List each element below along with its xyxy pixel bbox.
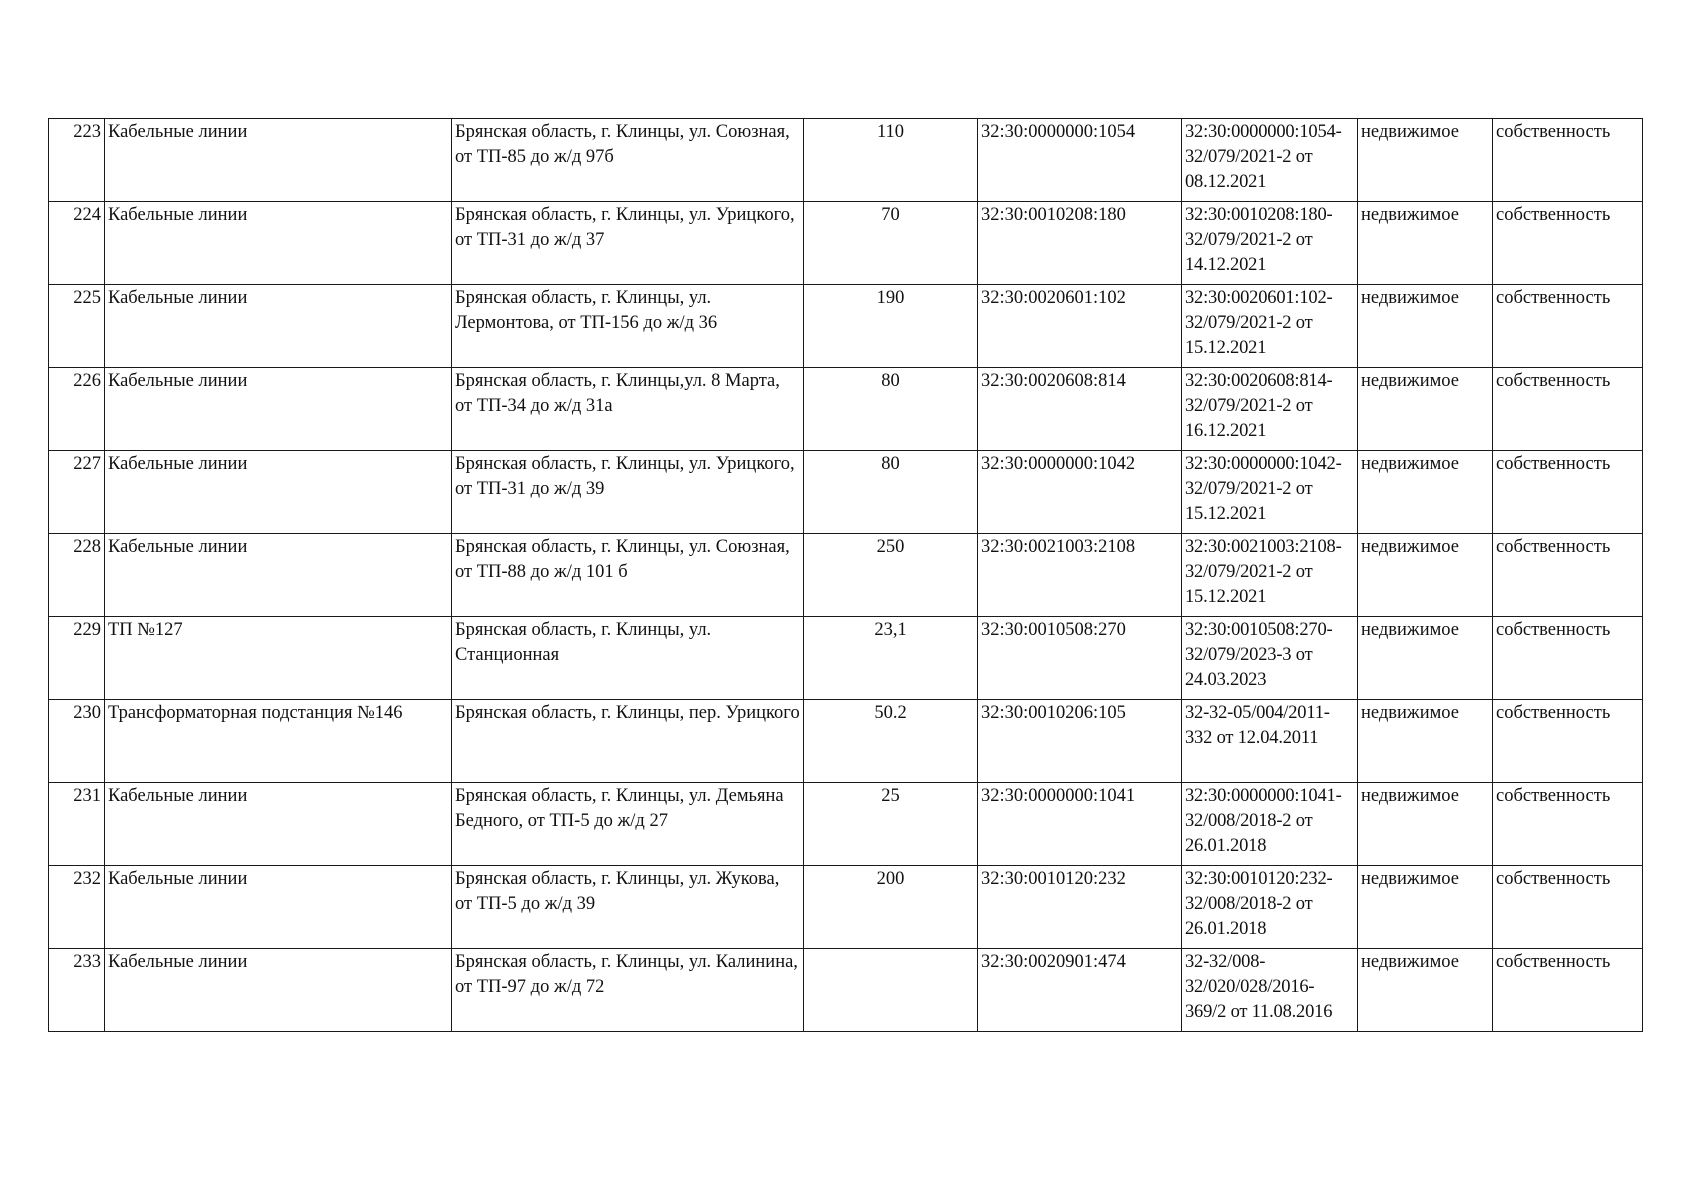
object-name-cell: Кабельные линии <box>105 368 452 451</box>
cadastral-number-cell: 32:30:0010206:105 <box>978 700 1182 783</box>
property-type-cell: недвижимое <box>1358 368 1493 451</box>
right-type-cell: собственность <box>1493 783 1643 866</box>
object-name-cell: Кабельные линии <box>105 783 452 866</box>
property-type-cell: недвижимое <box>1358 866 1493 949</box>
registration-record-cell: 32:30:0000000:1041-32/008/2018-2 от 26.01.2018 <box>1182 783 1358 866</box>
object-length-cell: 200 <box>804 866 978 949</box>
registration-record-cell: 32:30:0020608:814-32/079/2021-2 от 16.12.2021 <box>1182 368 1358 451</box>
cadastral-number-cell: 32:30:0000000:1042 <box>978 451 1182 534</box>
row-number-cell: 233 <box>49 949 105 1032</box>
right-type-cell: собственность <box>1493 119 1643 202</box>
object-address-cell: Брянская область, г. Клинцы, ул. Урицкого, от ТП-31 до ж/д 37 <box>452 202 804 285</box>
object-address-cell: Брянская область, г. Клинцы, ул. Лермонтова, от ТП-156 до ж/д 36 <box>452 285 804 368</box>
cadastral-number-cell: 32:30:0020901:474 <box>978 949 1182 1032</box>
registration-record-cell: 32:30:0000000:1042-32/079/2021-2 от 15.12.2021 <box>1182 451 1358 534</box>
row-number-cell: 228 <box>49 534 105 617</box>
property-type-cell: недвижимое <box>1358 451 1493 534</box>
object-name-cell: ТП №127 <box>105 617 452 700</box>
table-row <box>49 949 1643 1032</box>
object-length-cell: 110 <box>804 119 978 202</box>
right-type-cell: собственность <box>1493 534 1643 617</box>
row-number-cell: 223 <box>49 119 105 202</box>
table-row <box>49 368 1643 451</box>
object-length-cell: 80 <box>804 451 978 534</box>
right-type-cell: собственность <box>1493 866 1643 949</box>
registration-record-cell: 32:30:0010120:232-32/008/2018-2 от 26.01.2018 <box>1182 866 1358 949</box>
object-address-cell: Брянская область, г. Клинцы, ул. Урицкого, от ТП-31 до ж/д 39 <box>452 451 804 534</box>
property-type-cell: недвижимое <box>1358 202 1493 285</box>
cadastral-number-cell: 32:30:0020601:102 <box>978 285 1182 368</box>
registration-record-cell: 32-32-05/004/2011-332 от 12.04.2011 <box>1182 700 1358 783</box>
object-length-cell: 23,1 <box>804 617 978 700</box>
object-name-cell: Кабельные линии <box>105 202 452 285</box>
row-number-cell: 225 <box>49 285 105 368</box>
object-name-cell: Кабельные линии <box>105 285 452 368</box>
object-name-cell: Кабельные линии <box>105 119 452 202</box>
right-type-cell: собственность <box>1493 617 1643 700</box>
registration-record-cell: 32-32/008-32/020/028/2016-369/2 от 11.08.2016 <box>1182 949 1358 1032</box>
registration-record-cell: 32:30:0010208:180-32/079/2021-2 от 14.12.2021 <box>1182 202 1358 285</box>
object-name-cell: Кабельные линии <box>105 866 452 949</box>
registration-record-cell: 32:30:0020601:102-32/079/2021-2 от 15.12.2021 <box>1182 285 1358 368</box>
right-type-cell: собственность <box>1493 700 1643 783</box>
object-length-cell: 70 <box>804 202 978 285</box>
object-address-cell: Брянская область, г. Клинцы, ул. Калинина, от ТП-97 до ж/д 72 <box>452 949 804 1032</box>
object-length-cell: 80 <box>804 368 978 451</box>
object-name-cell: Кабельные линии <box>105 534 452 617</box>
object-name-cell: Трансформаторная подстанция №146 <box>105 700 452 783</box>
cadastral-number-cell: 32:30:0000000:1054 <box>978 119 1182 202</box>
row-number-cell: 226 <box>49 368 105 451</box>
object-length-cell: 190 <box>804 285 978 368</box>
object-address-cell: Брянская область, г. Клинцы, ул. Станционная <box>452 617 804 700</box>
cadastral-number-cell: 32:30:0010508:270 <box>978 617 1182 700</box>
registry-body <box>49 119 1643 1032</box>
right-type-cell: собственность <box>1493 285 1643 368</box>
object-address-cell: Брянская область, г. Клинцы, ул. Демьяна Бедного, от ТП-5 до ж/д 27 <box>452 783 804 866</box>
right-type-cell: собственность <box>1493 368 1643 451</box>
table-row <box>49 119 1643 202</box>
table-row <box>49 534 1643 617</box>
object-length-cell: 250 <box>804 534 978 617</box>
object-name-cell: Кабельные линии <box>105 451 452 534</box>
registration-record-cell: 32:30:0000000:1054-32/079/2021-2 от 08.12.2021 <box>1182 119 1358 202</box>
table-row <box>49 866 1643 949</box>
property-type-cell: недвижимое <box>1358 949 1493 1032</box>
row-number-cell: 224 <box>49 202 105 285</box>
cadastral-number-cell: 32:30:0000000:1041 <box>978 783 1182 866</box>
property-type-cell: недвижимое <box>1358 534 1493 617</box>
cadastral-number-cell: 32:30:0010208:180 <box>978 202 1182 285</box>
table-row <box>49 451 1643 534</box>
object-address-cell: Брянская область, г. Клинцы, ул. Жукова, от ТП-5 до ж/д 39 <box>452 866 804 949</box>
property-type-cell: недвижимое <box>1358 617 1493 700</box>
cadastral-number-cell: 32:30:0021003:2108 <box>978 534 1182 617</box>
property-type-cell: недвижимое <box>1358 783 1493 866</box>
row-number-cell: 231 <box>49 783 105 866</box>
object-length-cell: 50.2 <box>804 700 978 783</box>
table-row <box>49 617 1643 700</box>
table-row <box>49 700 1643 783</box>
object-length-cell: 25 <box>804 783 978 866</box>
cadastral-number-cell: 32:30:0010120:232 <box>978 866 1182 949</box>
row-number-cell: 232 <box>49 866 105 949</box>
registration-record-cell: 32:30:0010508:270-32/079/2023-3 от 24.03.2023 <box>1182 617 1358 700</box>
row-number-cell: 230 <box>49 700 105 783</box>
object-address-cell: Брянская область, г. Клинцы,ул. 8 Марта, от ТП-34 до ж/д 31а <box>452 368 804 451</box>
object-name-cell: Кабельные линии <box>105 949 452 1032</box>
right-type-cell: собственность <box>1493 949 1643 1032</box>
table-row <box>49 285 1643 368</box>
right-type-cell: собственность <box>1493 202 1643 285</box>
table-row <box>49 202 1643 285</box>
object-length-cell <box>804 949 978 1032</box>
object-address-cell: Брянская область, г. Клинцы, ул. Союзная, от ТП-85 до ж/д 97б <box>452 119 804 202</box>
table-row <box>49 783 1643 866</box>
property-type-cell: недвижимое <box>1358 285 1493 368</box>
object-address-cell: Брянская область, г. Клинцы, ул. Союзная, от ТП-88 до ж/д 101 б <box>452 534 804 617</box>
right-type-cell: собственность <box>1493 451 1643 534</box>
registration-record-cell: 32:30:0021003:2108-32/079/2021-2 от 15.12.2021 <box>1182 534 1358 617</box>
row-number-cell: 227 <box>49 451 105 534</box>
property-type-cell: недвижимое <box>1358 119 1493 202</box>
object-address-cell: Брянская область, г. Клинцы, пер. Урицкого <box>452 700 804 783</box>
property-registry-table <box>48 118 1643 1032</box>
row-number-cell: 229 <box>49 617 105 700</box>
cadastral-number-cell: 32:30:0020608:814 <box>978 368 1182 451</box>
property-type-cell: недвижимое <box>1358 700 1493 783</box>
